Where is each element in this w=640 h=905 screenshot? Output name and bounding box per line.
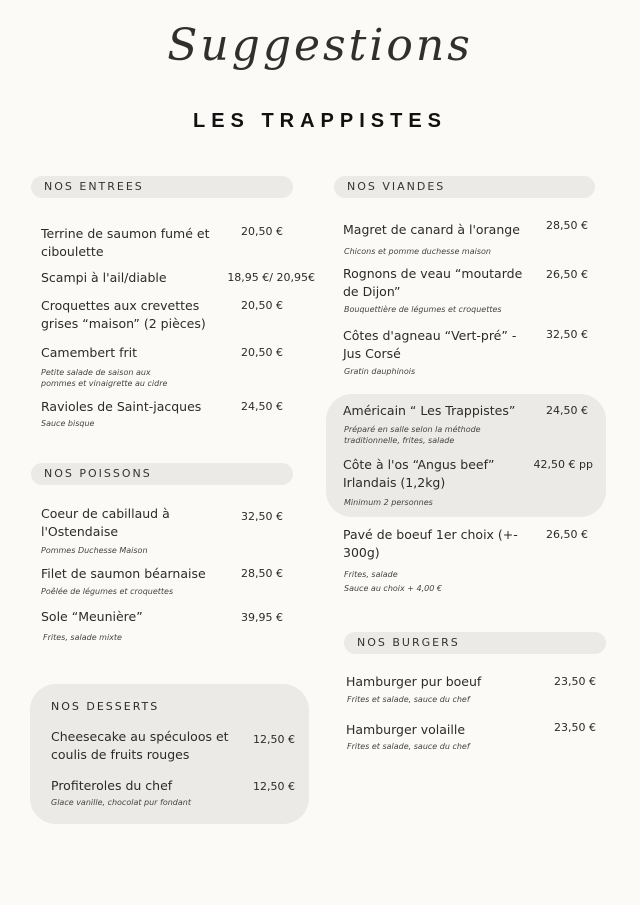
menu-item-name: Ravioles de Saint-jacques <box>41 399 202 414</box>
menu-item-name: Sole “Meunière” <box>41 609 143 624</box>
menu-item-name: Coeur de cabillaud à l'Ostendaise <box>41 506 170 539</box>
menu-item-price: 18,95 €/ 20,95€ <box>227 271 315 284</box>
menu-item-name: Magret de canard à l'orange <box>343 222 520 237</box>
menu-item-price: 42,50 € pp <box>533 458 593 471</box>
menu-item-name: Rognons de veau “moutarde de Dijon” <box>343 266 523 299</box>
menu-item-name: Croquettes aux crevettes grises “maison” (2 pièces) <box>41 298 206 331</box>
menu-item-price: 26,50 € <box>546 528 588 541</box>
section-heading-viandes: NOS VIANDES <box>334 176 595 198</box>
menu-item-name: Américain “ Les Trappistes” <box>343 403 516 418</box>
menu-item-note: Sauce bisque <box>41 419 95 428</box>
menu-item-name: Cheesecake au spéculoos et coulis de fruits rouges <box>51 729 229 762</box>
menu-item-name: Terrine de saumon fumé et ciboulette <box>41 226 210 259</box>
section-heading-entrees: NOS ENTREES <box>31 176 293 198</box>
menu-item-note: Préparé en salle selon la méthode traditionnelle, frites, salade <box>344 425 481 445</box>
menu-item-price: 32,50 € <box>241 510 283 523</box>
menu-item-price: 26,50 € <box>546 268 588 281</box>
menu-item-name: Filet de saumon béarnaise <box>41 566 206 581</box>
menu-item-note: Minimum 2 personnes <box>344 498 433 507</box>
menu-item-price: 24,50 € <box>241 400 283 413</box>
menu-item-name: Scampi à l'ail/diable <box>41 270 167 285</box>
menu-item-name: Profiteroles du chef <box>51 778 173 793</box>
menu-item-note: Gratin dauphinois <box>344 367 416 376</box>
menu-item-price: 32,50 € <box>546 328 588 341</box>
menu-item-note: Petite salade de saison aux pommes et vinaigrette au cidre <box>41 368 168 388</box>
menu-item-price: 39,95 € <box>241 611 283 624</box>
menu-item-price: 24,50 € <box>546 404 588 417</box>
menu-item-note: Bouquettière de légumes et croquettes <box>344 305 502 314</box>
menu-item-note: Frites et salade, sauce du chef <box>347 695 470 704</box>
menu-item-price: 20,50 € <box>241 346 283 359</box>
menu-item-price: 23,50 € <box>554 675 596 688</box>
menu-item-note: Pommes Duchesse Maison <box>41 546 148 555</box>
section-heading-poissons: NOS POISSONS <box>31 463 293 485</box>
section-heading-desserts: NOS DESSERTS <box>51 700 160 713</box>
menu-item-note: Poêlée de légumes et croquettes <box>41 587 174 596</box>
page-title: LES TRAPPISTES <box>192 110 448 132</box>
menu-item-price: 20,50 € <box>241 299 283 312</box>
menu-item-name: Côte à l'os “Angus beef” Irlandais (1,2kg) <box>343 457 495 490</box>
menu-item-name: Pavé de boeuf 1er choix (+- 300g) <box>343 527 518 560</box>
menu-item-price: 12,50 € <box>253 733 295 746</box>
menu-item-price: 23,50 € <box>554 721 596 734</box>
menu-item-note: Glace vanille, chocolat pur fondant <box>51 798 191 807</box>
menu-item-name: Côtes d'agneau “Vert-pré” - Jus Corsé <box>343 328 517 361</box>
menu-item-price: 28,50 € <box>241 567 283 580</box>
menu-item-note: Chicons et pomme duchesse maison <box>344 247 491 256</box>
menu-item-name: Camembert frit <box>41 345 137 360</box>
menu-item-name: Hamburger volaille <box>346 722 466 737</box>
menu-item-price: 12,50 € <box>253 780 295 793</box>
menu-item-note: Frites, salade mixte <box>43 633 122 642</box>
menu-item-price: 28,50 € <box>546 219 588 232</box>
script-title: Suggestions <box>167 20 473 71</box>
menu-item-note: Frites et salade, sauce du chef <box>347 742 470 751</box>
menu-item-note: Sauce au choix + 4,00 € <box>344 584 442 593</box>
menu-item-price: 20,50 € <box>241 225 283 238</box>
menu-item-name: Hamburger pur boeuf <box>346 674 482 689</box>
menu-item-note: Frites, salade <box>344 570 398 579</box>
section-heading-burgers: NOS BURGERS <box>344 632 606 654</box>
